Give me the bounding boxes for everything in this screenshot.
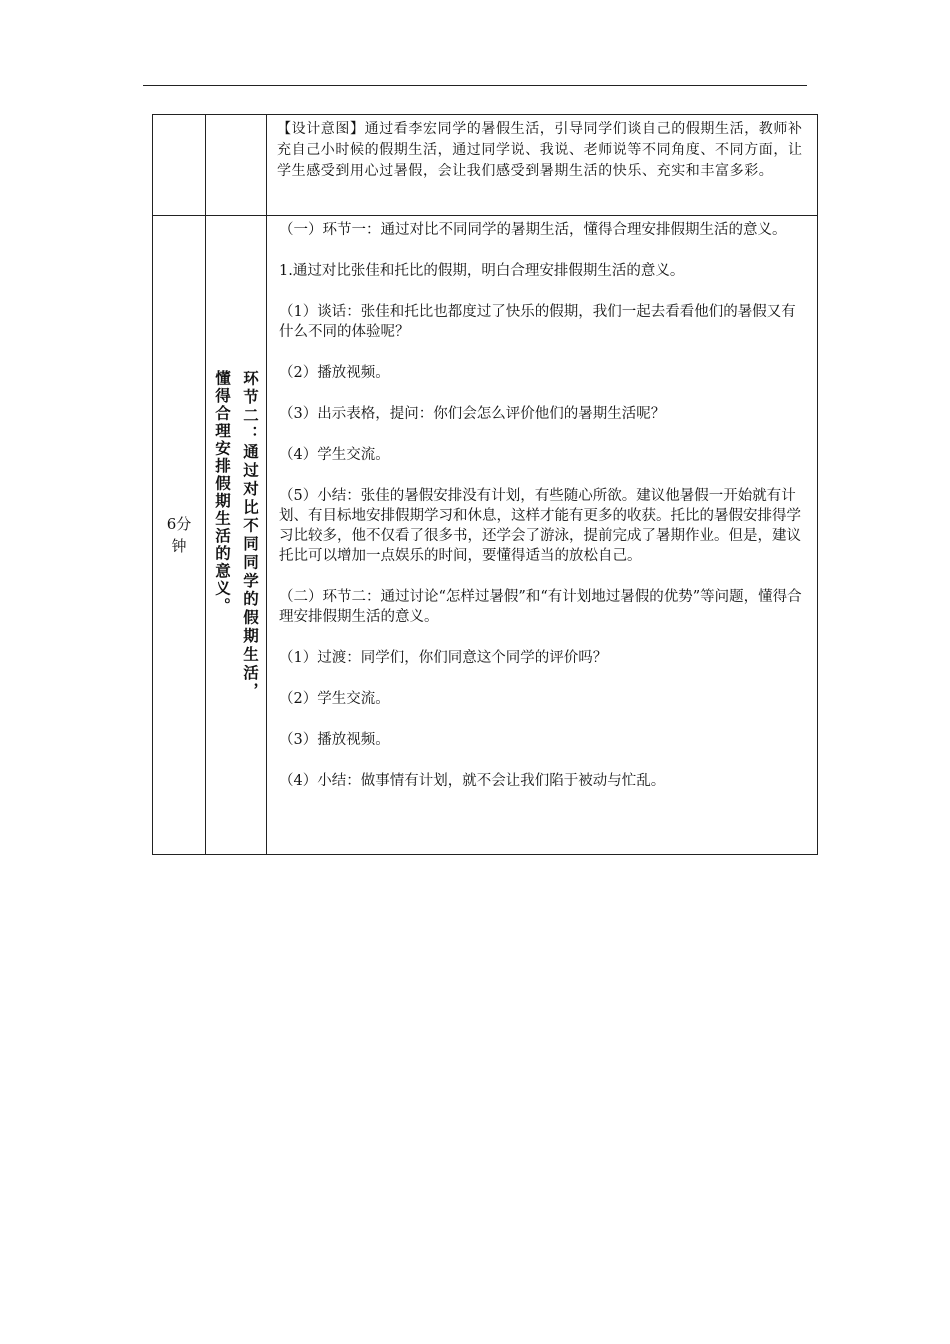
time-cell	[153, 216, 206, 855]
paragraph-section-one-title: （一）环节一：通过对比不同同学的暑期生活，懂得合理安排假期生活的意义。	[279, 222, 787, 238]
activity-content	[267, 216, 817, 854]
stage-cell	[206, 216, 267, 855]
activity-cell	[267, 216, 818, 855]
paragraph-summary-one: （5）小结：张佳的暑假安排没有计划，有些随心所欲。建议他暑假一开始就有计划、有目标地安排假期学习和休息，这样才能有更多的收获。托比的暑假安排得学习比较多，他不仅看了很多书，还学会了游泳，提前完成了暑期作业。但是，建议托比可以增加一点娱乐的时间，要懂得适当的放松自己。	[279, 488, 801, 564]
paragraph-transition: （1）过渡：同学们，你们同意这个同学的评价吗？	[279, 650, 608, 666]
paragraph-summary-two: （4）小结：做事情有计划，就不会让我们陷于被动与忙乱。	[279, 773, 666, 789]
paragraph-student-exchange: （4）学生交流。	[279, 447, 390, 463]
design-intent-text: 【设计意图】通过看李宏同学的暑假生活，引导同学们谈自己的假期生活，教师补充自己小时候的假期生活，通过同学说、我说、老师说等不同角度、不同方面，让学生感受到用心过暑假，会让我们感受到暑期生活的快乐、充实和丰富多彩。	[277, 121, 803, 179]
lesson-plan-table	[152, 114, 818, 855]
time-cell-empty	[153, 115, 206, 216]
paragraph-section-two-title: （二）环节二：通过讨论“怎样过暑假”和“有计划地过暑假的优势”等问题，懂得合理安排假期生活的意义。	[279, 589, 802, 625]
paragraph-student-exchange-2: （2）学生交流。	[279, 691, 390, 707]
paragraph-play-video: （2）播放视频。	[279, 365, 390, 381]
stage-title-vertical: 环节二：通过对比不同同学的假期生活，懂得合理安排假期生活的意义。	[213, 370, 260, 700]
design-intent-cell	[267, 115, 818, 216]
paragraph-step-1: 1.通过对比张佳和托比的假期，明白合理安排假期生活的意义。	[279, 263, 685, 279]
paragraph-show-table: （3）出示表格，提问：你们会怎么评价他们的暑期生活呢？	[279, 406, 666, 422]
paragraph-play-video-2: （3）播放视频。	[279, 732, 390, 748]
paragraph-talk: （1）谈话：张佳和托比也都度过了快乐的假期，我们一起去看看他们的暑假又有什么不同的体验呢？	[279, 304, 796, 340]
duration-label: 6分钟	[166, 515, 192, 555]
table-row	[153, 216, 818, 855]
table-row	[153, 115, 818, 216]
header-rule	[143, 85, 807, 86]
stage-cell-empty	[206, 115, 267, 216]
